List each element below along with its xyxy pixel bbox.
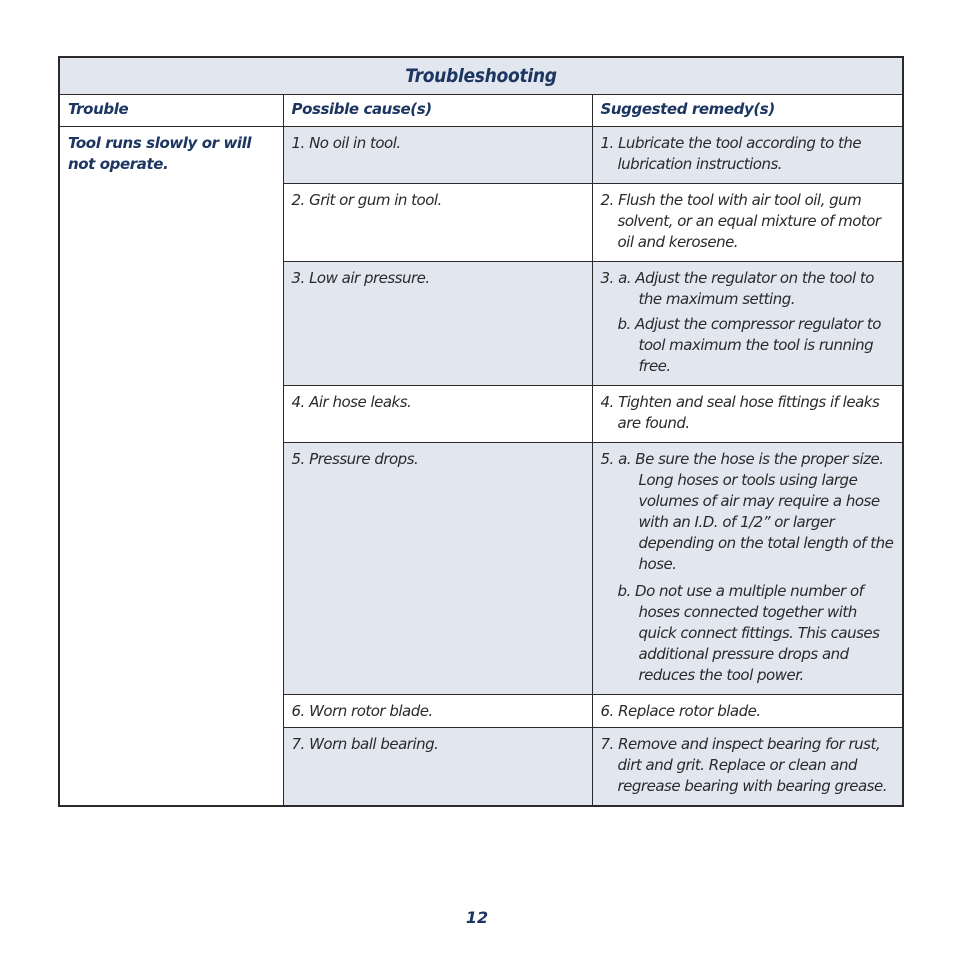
- cause-cell: 3. Low air pressure.: [283, 262, 592, 386]
- remedy-cell: 2. Flush the tool with air tool oil, gum solvent, or an equal mixture of motor oil and kerosene.: [592, 184, 903, 262]
- cause-cell: 6. Worn rotor blade.: [283, 695, 592, 728]
- header-suggested-remedy: Suggested remedy(s): [592, 95, 903, 127]
- troubleshooting-table: [58, 56, 904, 807]
- remedy-cell: 4. Tighten and seal hose fittings if leaks are found.: [592, 386, 903, 443]
- remedy-cell: 5. a. Be sure the hose is the proper size. Long hoses or tools using large volumes of air may require a hose with an I.D. of 1/2” or larger depending on the total length of the hose. b. Do not use a multiple number of hoses connected together with quick connect fittings. This causes additional pressure drops and reduces the tool power.: [592, 443, 903, 695]
- table-row: [59, 127, 903, 184]
- cause-cell: 2. Grit or gum in tool.: [283, 184, 592, 262]
- remedy-cell: 1. Lubricate the tool according to the lubrication instructions.: [592, 127, 903, 184]
- header-possible-cause: Possible cause(s): [283, 95, 592, 127]
- cause-cell: 4. Air hose leaks.: [283, 386, 592, 443]
- trouble-description: Tool runs slowly or will not operate.: [59, 127, 283, 807]
- remedy-cell: 7. Remove and inspect bearing for rust, dirt and grit. Replace or clean and regrease bearing with bearing grease.: [592, 728, 903, 807]
- cause-cell: 7. Worn ball bearing.: [283, 728, 592, 807]
- remedy-cell: 6. Replace rotor blade.: [592, 695, 903, 728]
- cause-cell: 1. No oil in tool.: [283, 127, 592, 184]
- page-number: 12: [465, 908, 489, 927]
- header-trouble: Trouble: [59, 95, 283, 127]
- cause-cell: 5. Pressure drops.: [283, 443, 592, 695]
- table-title: Troubleshooting: [59, 57, 903, 95]
- remedy-cell: 3. a. Adjust the regulator on the tool to the maximum setting. b. Adjust the compressor regulator to tool maximum the tool is running free.: [592, 262, 903, 386]
